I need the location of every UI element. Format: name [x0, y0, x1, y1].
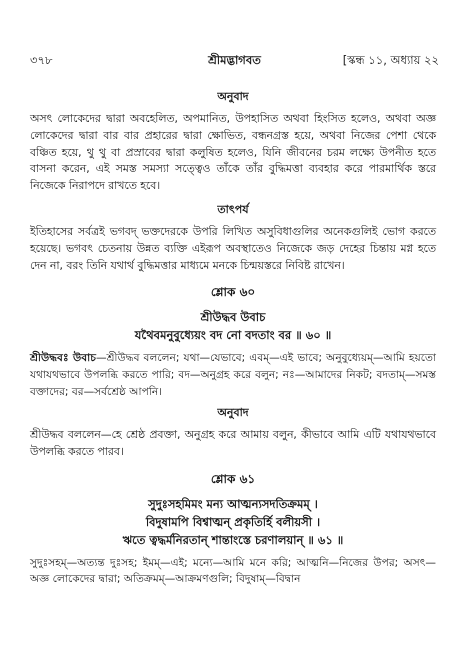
- translation-text: অসৎ লোকেদের দ্বারা অবহেলিত, অপমানিত, উপহাসিত অথবা হিংসিত হলেও, অথবা অজ্ঞ লোকেদের দ্বারা বার বার প্রহারের দ্বারা ক্ষোভিত, বন্ধনগ্রস্ত হয়ে, অথবা নিজের পেশা থেকে বঞ্চিত হয়ে, থু থু বা প্রস্রাবের দ্বারা কলুষিত হলেও, যিনি জীবনের চরম লক্ষ্যে উপনীত হতে বাসনা করেন, এই সমস্ত সমস্যা সত্ত্বেও তাঁকে তাঁর বুদ্ধিমত্তা ব্যবহার করে পারমার্থিক স্তরে নিজেকে নিরাপদে রাখতে হবে।: [30, 112, 436, 193]
- translation-heading: অনুবাদ: [217, 90, 249, 103]
- verse-60-number: শ্লোক ৬০: [210, 285, 256, 300]
- verse-61-line-2: বিদুষামপি বিশ্বাত্মন্ প্রকৃতির্হি বলীয়সী ।: [145, 514, 321, 529]
- verse-60-wbw-text: —শ্রীউদ্ধব বললেন; যথা—যেভাবে; এবম্—এই ভাবে; অনুবুধ্যেয়ম্—আমি হয়তো যথাযথভাবে উপলব্ধি করতে পারি; বদ—অনুগ্রহ করে বলুন; নঃ—আমাদের নিকট; বদতাম্—সমস্ত বক্তাদের; বর—সর্বশ্রেষ্ঠ আপনি।: [30, 352, 436, 398]
- page-header: [30, 52, 439, 70]
- verse-61-line-3: ঋতে ত্বদ্ধর্মনিরতান্ শান্তাংস্তে চরণালয়ান্ ॥ ৬১ ॥: [122, 532, 344, 547]
- verse-60-translation-heading: অনুবাদ: [217, 406, 249, 420]
- verse-60-word-meanings: [30, 350, 436, 400]
- verse-60-speaker: শ্রীউদ্ধব উবাচ: [200, 310, 266, 325]
- page-number: ৩৭৮: [30, 53, 53, 67]
- book-title: শ্রীমদ্ভাগবত: [208, 53, 261, 67]
- verse-60-wbw-lead: শ্রীউদ্ধবঃ উবাচ: [30, 352, 96, 365]
- verse-61-line-1: সুদুঃসহমিমং মন্য আত্মন্যসদতিক্রমম্ ।: [148, 496, 318, 511]
- verse-61-word-meanings: সুদুঃসহম্—অত্যন্ত দুঃসহ; ইমম্—এই; মন্যে—আমি মনে করি; আত্মনি—নিজের উপর; অসৎ—অজ্ঞ লোকেদের দ্বারা; অতিক্রমম্—আক্রমণগুলি; বিদুষাম্—বিদ্বান: [30, 556, 436, 586]
- section-reference: [স্কন্ধ ১১, অধ্যায় ২২: [342, 53, 439, 67]
- purport-heading: তাৎপর্য: [217, 202, 249, 216]
- verse-60-translation-text: শ্রীউদ্ধব বললেন—হে শ্রেষ্ঠ প্রবক্তা, অনুগ্রহ করে আমায় বলুন, কীভাবে আমি এটি যথাযথভাবে উপলব্ধি করতে পারব।: [30, 428, 436, 458]
- purport-text: ইতিহাসের সর্বত্রই ভগবদ্ ভক্তদেরকে উপরি লিখিত অসুবিধাগুলির অনেকগুলিই ভোগ করতে হয়েছে। ভগবৎ চেতনায় উন্নত ব্যক্তি এইরূপ অবস্থাতেও নিজেকে জড় দেহের চিন্তায় মগ্ন হতে দেন না, বরং তিনি যথার্থ বুদ্ধিমত্তার মাধ্যমে মনকে চিন্ময়স্তরে নিবিষ্ট রাখেন।: [30, 224, 436, 272]
- verse-61-number: শ্লোক ৬১: [210, 471, 256, 486]
- page-body: [30, 88, 436, 592]
- verse-60-line-1: যথৈবমনুবুধ্যেয়ং বদ নো বদতাং বর ॥ ৬০ ॥: [134, 328, 332, 343]
